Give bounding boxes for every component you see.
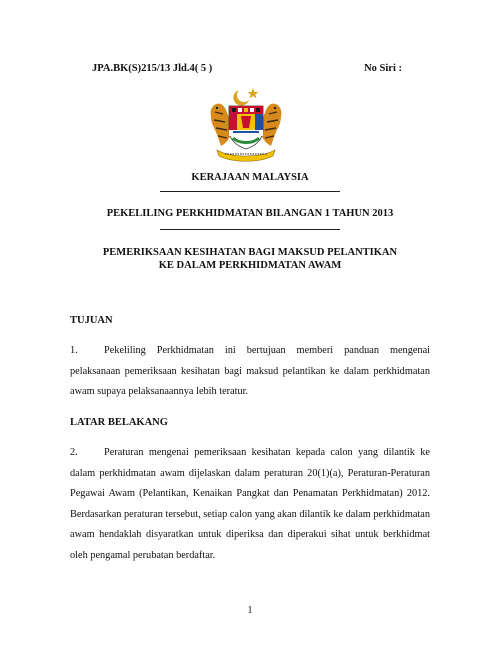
- paragraph-text: Peraturan mengenai pemeriksaan kesihatan kepada calon yang dilantik ke dalam perkhidmatan awam dijelaskan dalam peraturan 20(1)(a), Peraturan-Peraturan Pegawai Awam (Pelantikan, Kenaikan Pangkat dan Penamatan Perkhidmatan) 2012. Berdasarkan peraturan tersebut, setiap calon yang akan dilantik ke dalam perkhidmatan awam hendaklah disyaratkan untuk diperiksa dan diperakui sihat untuk berkhidmat oleh pengamal perubatan berdaftar.: [70, 447, 430, 561]
- paragraph-2: [70, 443, 430, 566]
- section-heading-tujuan: TUJUAN: [70, 315, 113, 326]
- title-divider: [160, 191, 340, 192]
- title-divider: [160, 229, 340, 230]
- section-heading-latar-belakang: LATAR BELAKANG: [70, 417, 168, 428]
- circular-title: PEKELILING PERKHIDMATAN BILANGAN 1 TAHUN 2013: [106, 208, 394, 219]
- subject-title: [70, 246, 430, 272]
- reference-number: JPA.BK(S)215/13 Jld.4( 5 ): [92, 63, 213, 74]
- paragraph-number: 2.: [70, 447, 78, 458]
- coat-of-arms-icon: [203, 86, 289, 164]
- document-header: [92, 63, 402, 77]
- subject-line-1: PEMERIKSAAN KESIHATAN BAGI MAKSUD PELANTIKAN: [102, 247, 398, 258]
- subject-line-2: KE DALAM PERKHIDMATAN AWAM: [158, 260, 342, 271]
- paragraph-1: [70, 341, 430, 403]
- government-title: KERAJAAN MALAYSIA: [191, 172, 309, 183]
- serial-number-label: No Siri :: [364, 63, 402, 74]
- page-number: 1: [247, 605, 253, 616]
- paragraph-text: Pekeliling Perkhidmatan ini bertujuan memberi panduan mengenai pelaksanaan pemeriksaan kesihatan bagi maksud pelantikan ke dalam perkhidmatan awam supaya pelaksanaannya lebih teratur.: [70, 345, 430, 397]
- paragraph-number: 1.: [70, 345, 78, 356]
